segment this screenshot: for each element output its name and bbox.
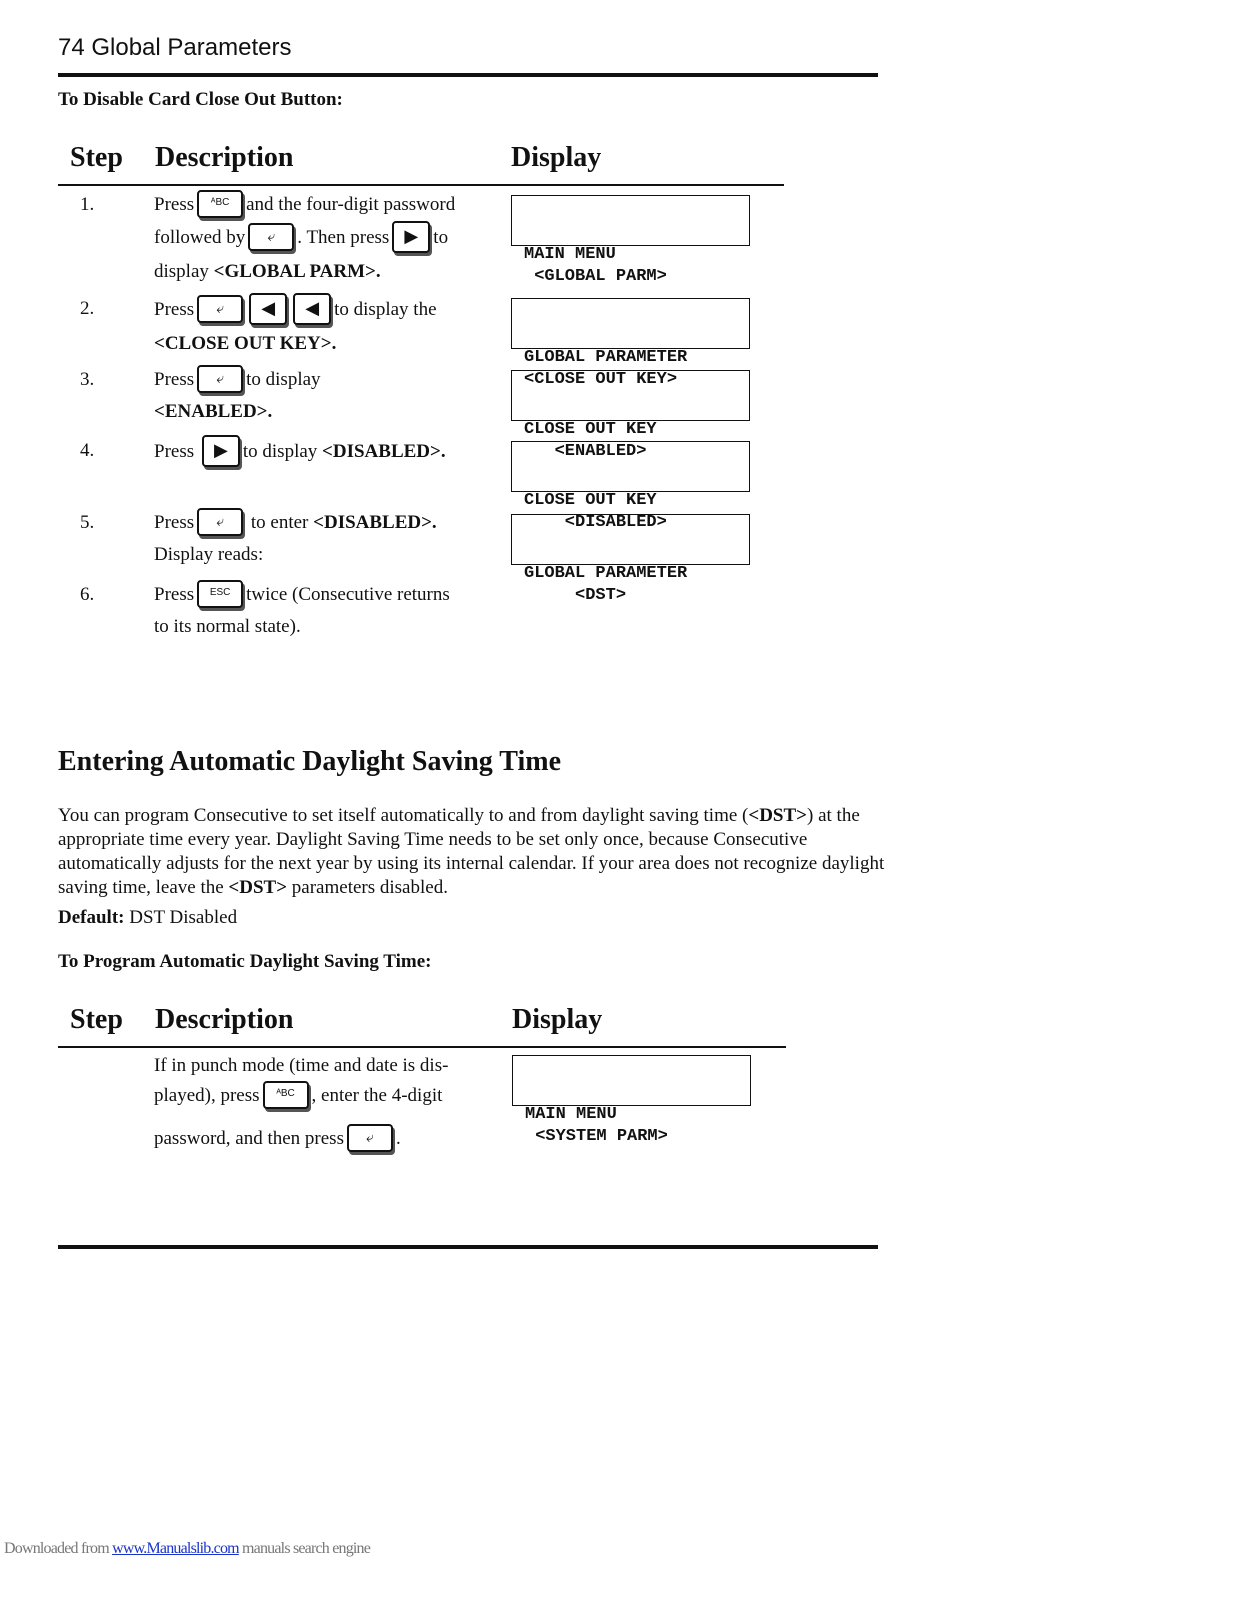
col-step-header: Step	[70, 1004, 123, 1035]
col-step-header: Step	[70, 142, 123, 173]
right-arrow-key-icon: ▶	[202, 435, 240, 467]
step-description: If in punch mode (time and date is dis- played), press ᴬBC , enter the 4-digit password, and then press ⤶ .	[154, 1051, 494, 1155]
step-number: 3.	[80, 369, 95, 390]
step-number: 5.	[80, 512, 95, 533]
section1-subheading: To Disable Card Close Out Button:	[58, 89, 343, 110]
lcd-display: GLOBAL PARAMETER <DST>	[511, 514, 750, 565]
lcd-display: MAIN MENU <GLOBAL PARM>	[511, 195, 750, 246]
step-description: Press ᴬBC and the four-digit password followed by ⤶ . Then press ▶ to display <GLOBAL PARM>.	[154, 189, 489, 288]
right-arrow-key-icon: ▶	[392, 221, 430, 253]
manualslib-link[interactable]: www.Manualslib.com	[112, 1540, 239, 1557]
col-description-header: Description	[155, 142, 294, 173]
header-rule	[58, 73, 878, 77]
step-number: 2.	[80, 298, 95, 319]
step-description: Press ⤶ ◀ ◀ to display the <CLOSE OUT KEY>.	[154, 293, 489, 360]
col-description-header: Description	[155, 1004, 294, 1035]
lcd-display: CLOSE OUT KEY <ENABLED>	[511, 370, 750, 421]
step-number: 4.	[80, 440, 95, 461]
esc-key-icon: ESC	[197, 580, 243, 608]
table-header-rule	[58, 1046, 786, 1048]
enter-key-icon: ⤶	[197, 508, 243, 536]
enter-key-icon: ⤶	[197, 365, 243, 393]
body-paragraph: You can program Consecutive to set itself automatically to and from daylight saving time (<DST>) at the appropriate time every year. Daylight Saving Time needs to be set only once, because Consecutive automatically adjusts for the next year by using its internal calendar. If your area does not recognize daylight saving time, leave the <DST> parameters disabled.	[58, 805, 885, 898]
download-footer: Downloaded from www.Manualslib.com manuals search engine	[4, 1540, 371, 1557]
default-note: Default: DST Disabled	[58, 907, 238, 928]
col-display-header: Display	[511, 142, 602, 173]
step-description: Press ⤶ to enter <DISABLED>. Display reads:	[154, 507, 489, 571]
col-display-header: Display	[512, 1004, 603, 1035]
left-arrow-key-icon: ◀	[249, 293, 287, 325]
enter-key-icon: ⤶	[197, 295, 243, 323]
step-description: Press ▶ to display <DISABLED>.	[154, 435, 504, 470]
abc-key-icon: ᴬBC	[263, 1081, 309, 1109]
enter-key-icon: ⤶	[248, 223, 294, 251]
step-number: 1.	[80, 194, 95, 215]
step-number: 6.	[80, 584, 95, 605]
lcd-display: GLOBAL PARAMETER <CLOSE OUT KEY>	[511, 298, 750, 349]
left-arrow-key-icon: ◀	[293, 293, 331, 325]
step-description: Press ESC twice (Consecutive returns to its normal state).	[154, 579, 489, 643]
lcd-display: CLOSE OUT KEY <DISABLED>	[511, 441, 750, 492]
section-heading: Entering Automatic Daylight Saving Time	[58, 746, 562, 777]
abc-key-icon: ᴬBC	[197, 190, 243, 218]
enter-key-icon: ⤶	[347, 1124, 393, 1152]
footer-rule	[58, 1245, 878, 1249]
page-header: 74 Global Parameters	[58, 34, 292, 61]
lcd-display: MAIN MENU <SYSTEM PARM>	[512, 1055, 751, 1106]
section2-subheading: To Program Automatic Daylight Saving Time:	[58, 951, 432, 972]
table-header-rule	[58, 184, 784, 186]
step-description: Press ⤶ to display <ENABLED>.	[154, 364, 489, 428]
